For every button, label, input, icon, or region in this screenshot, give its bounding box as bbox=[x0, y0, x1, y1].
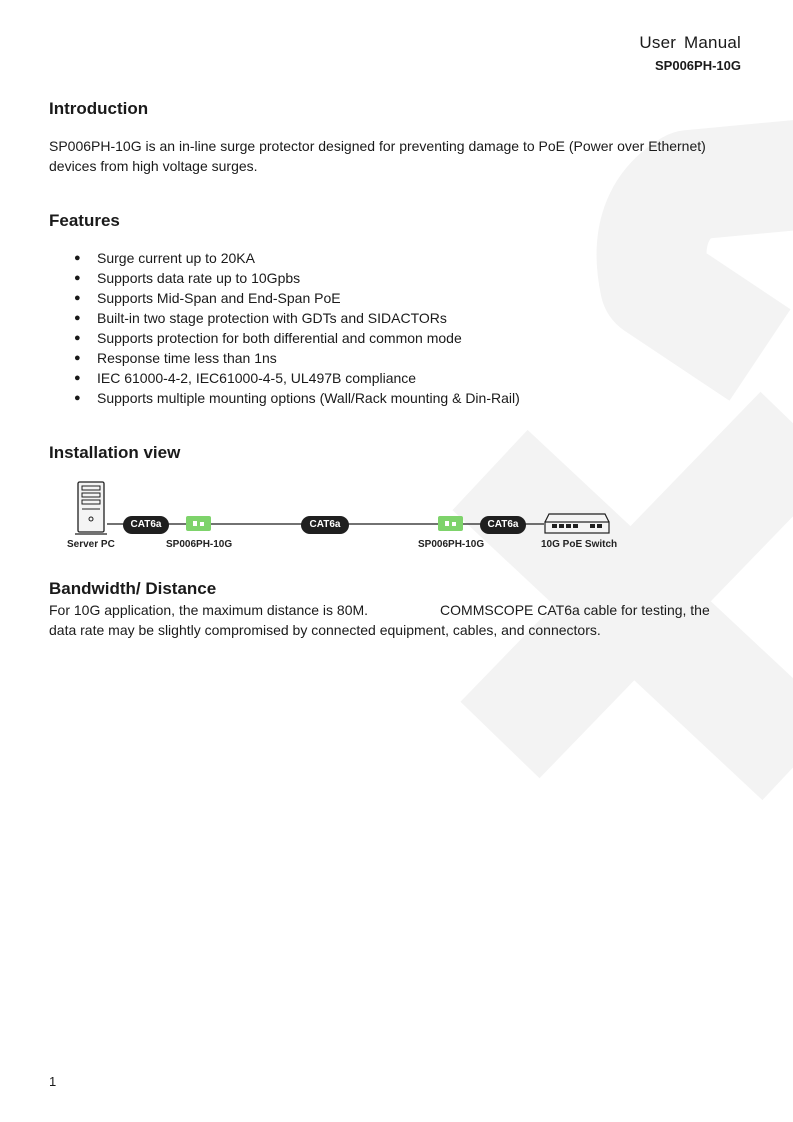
installation-heading: Installation view bbox=[49, 443, 181, 462]
header-model: SP006PH-10G bbox=[655, 58, 741, 73]
poe-switch-icon bbox=[545, 514, 609, 533]
installation-diagram bbox=[49, 478, 629, 556]
feature-item: ● Supports Mid-Span and End-Span PoE bbox=[74, 290, 341, 306]
bullet-icon: ● bbox=[74, 312, 81, 324]
bullet-icon: ● bbox=[74, 252, 81, 264]
feature-item: ● Supports protection for both differential and common mode bbox=[74, 330, 462, 346]
introduction-heading: Introduction bbox=[49, 99, 149, 118]
cable-label-pill: CAT6a bbox=[301, 516, 349, 534]
surge-protector-icon bbox=[186, 516, 211, 531]
page-number: 1 bbox=[49, 1074, 57, 1089]
protector-label: SP006PH-10G bbox=[418, 539, 485, 550]
features-list bbox=[49, 248, 520, 408]
server-pc-icon bbox=[75, 482, 107, 534]
feature-item: ● IEC 61000-4-2, IEC61000-4-5, UL497B compliance bbox=[74, 370, 417, 386]
protector-label: SP006PH-10G bbox=[166, 539, 233, 550]
bullet-icon: ● bbox=[74, 272, 81, 284]
bullet-icon: ● bbox=[74, 332, 81, 344]
feature-item: ● Supports multiple mounting options (Wall/Rack mounting & Din-Rail) bbox=[74, 390, 520, 406]
server-pc-label: Server PC bbox=[67, 539, 115, 550]
introduction-text: SP006PH-10G is an in-line surge protector designed for preventing damage to PoE (Power over Ethernet) devices from high voltage surges. bbox=[49, 138, 706, 174]
feature-item: ● Supports data rate up to 10Gpbs bbox=[74, 270, 301, 286]
bandwidth-heading: Bandwidth/ Distance bbox=[49, 579, 217, 598]
bullet-icon: ● bbox=[74, 392, 81, 404]
features-heading: Features bbox=[49, 211, 120, 230]
bullet-icon: ● bbox=[74, 352, 81, 364]
feature-item: ● Response time less than 1ns bbox=[74, 350, 277, 366]
bullet-icon: ● bbox=[74, 292, 81, 304]
cable-label-pill: CAT6a bbox=[480, 516, 526, 534]
feature-item: ● Surge current up to 20KA bbox=[74, 250, 255, 266]
bullet-icon: ● bbox=[74, 372, 81, 384]
cable-label-pill: CAT6a bbox=[123, 516, 169, 534]
switch-label: 10G PoE Switch bbox=[541, 539, 618, 550]
surge-protector-icon bbox=[438, 516, 463, 531]
bandwidth-text: For 10G application, the maximum distance is 80M. COMMSCOPE CAT6a cable for testing, the data rate may be slightly compromised by connected equipment, cables, and connectors. bbox=[49, 602, 710, 638]
feature-item: ● Built-in two stage protection with GDTs and SIDACTORs bbox=[74, 310, 447, 326]
header-title: User Manual bbox=[639, 33, 741, 52]
